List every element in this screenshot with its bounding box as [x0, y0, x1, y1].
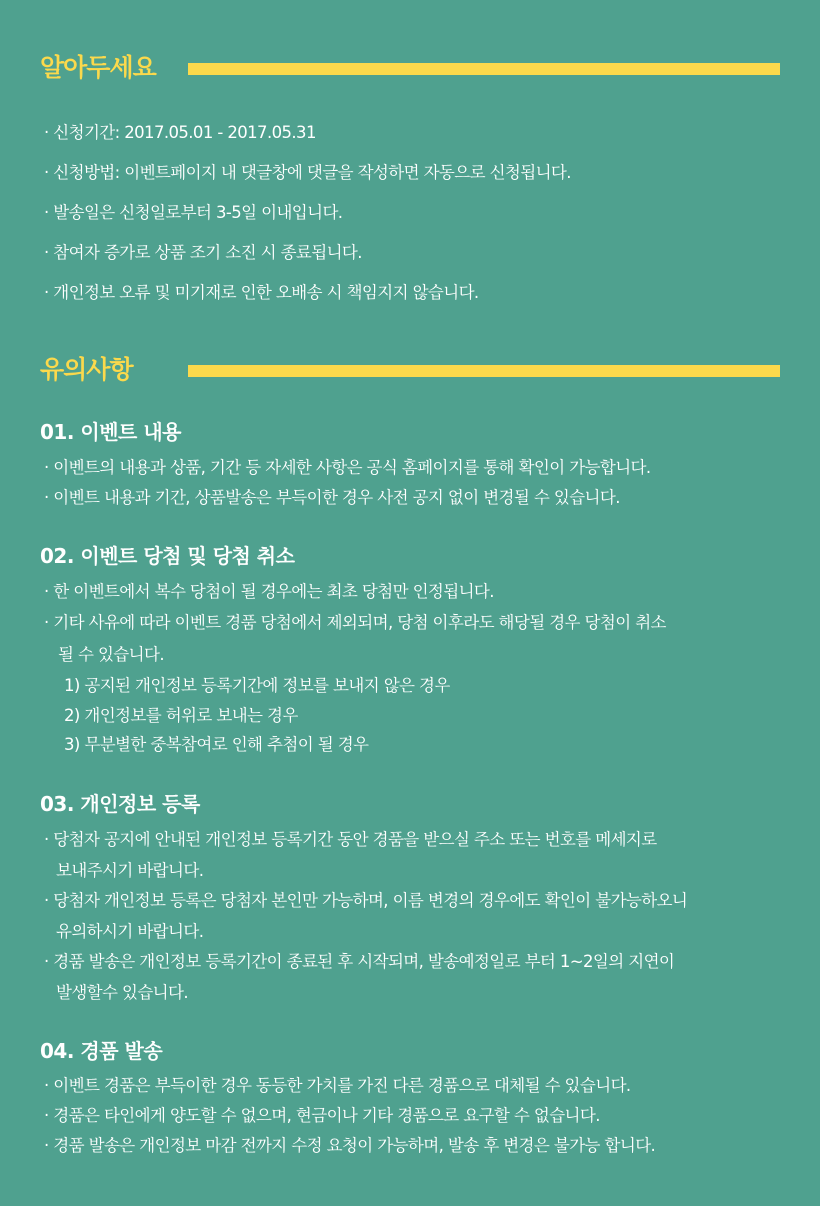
notice-section-header — [40, 48, 780, 88]
notice-item: · 신청기간: 2017.05.01 - 2017.05.31 — [44, 123, 316, 142]
section-heading-personal-info: 03. 개인정보 등록 — [40, 792, 200, 816]
notice-item: · 발송일은 신청일로부터 3-5일 이내입니다. — [44, 203, 343, 222]
caution-line: 될 수 있습니다. — [58, 645, 164, 664]
caution-line: 발생할수 있습니다. — [56, 983, 189, 1002]
notice-title-bar — [188, 63, 780, 75]
caution-line: · 이벤트의 내용과 상품, 기간 등 자세한 사항은 공식 홈페이지를 통해 확인이 가능합니다. — [44, 458, 651, 477]
notice-title: 알아두세요 — [40, 53, 156, 82]
caution-line: · 한 이벤트에서 복수 당첨이 될 경우에는 최초 당첨만 인정됩니다. — [44, 582, 494, 601]
section-heading-delivery: 04. 경품 발송 — [40, 1039, 163, 1063]
caution-line: 2) 개인정보를 허위로 보내는 경우 — [64, 706, 298, 725]
caution-title-bar — [188, 365, 780, 377]
section-heading-winning: 02. 이벤트 당첨 및 당첨 취소 — [40, 544, 295, 568]
caution-line: 보내주시기 바랍니다. — [56, 861, 204, 880]
caution-section-header — [40, 350, 780, 390]
caution-line: · 당첨자 공지에 안내된 개인정보 등록기간 동안 경품을 받으실 주소 또는 번호를 메세지로 — [44, 830, 657, 849]
caution-title: 유의사항 — [40, 355, 133, 384]
caution-line: · 경품 발송은 개인정보 등록기간이 종료된 후 시작되며, 발송예정일로 부터 1~2일의 지연이 — [44, 952, 675, 971]
caution-line: · 경품은 타인에게 양도할 수 없으며, 현금이나 기타 경품으로 요구할 수 없습니다. — [44, 1106, 600, 1125]
caution-line: · 경품 발송은 개인정보 마감 전까지 수정 요청이 가능하며, 발송 후 변경은 불가능 합니다. — [44, 1136, 656, 1155]
caution-line: 1) 공지된 개인정보 등록기간에 정보를 보내지 않은 경우 — [64, 676, 450, 695]
notice-item: · 개인정보 오류 및 미기재로 인한 오배송 시 책임지지 않습니다. — [44, 283, 479, 302]
caution-line: 3) 무분별한 중복참여로 인해 추첨이 될 경우 — [64, 735, 369, 754]
caution-line: · 이벤트 경품은 부득이한 경우 동등한 가치를 가진 다른 경품으로 대체될 수 있습니다. — [44, 1076, 631, 1095]
section-heading-event-content: 01. 이벤트 내용 — [40, 420, 181, 444]
caution-line: 유의하시기 바랍니다. — [56, 922, 204, 941]
notice-item: · 신청방법: 이벤트페이지 내 댓글창에 댓글을 작성하면 자동으로 신청됩니다. — [44, 163, 571, 182]
caution-line: · 이벤트 내용과 기간, 상품발송은 부득이한 경우 사전 공지 없이 변경될 수 있습니다. — [44, 488, 620, 507]
caution-line: · 기타 사유에 따라 이벤트 경품 당첨에서 제외되며, 당첨 이후라도 해당될 경우 당첨이 취소 — [44, 613, 666, 632]
caution-line: · 당첨자 개인정보 등록은 당첨자 본인만 가능하며, 이름 변경의 경우에도 확인이 불가능하오니 — [44, 891, 688, 910]
notice-item: · 참여자 증가로 상품 조기 소진 시 종료됩니다. — [44, 243, 362, 262]
